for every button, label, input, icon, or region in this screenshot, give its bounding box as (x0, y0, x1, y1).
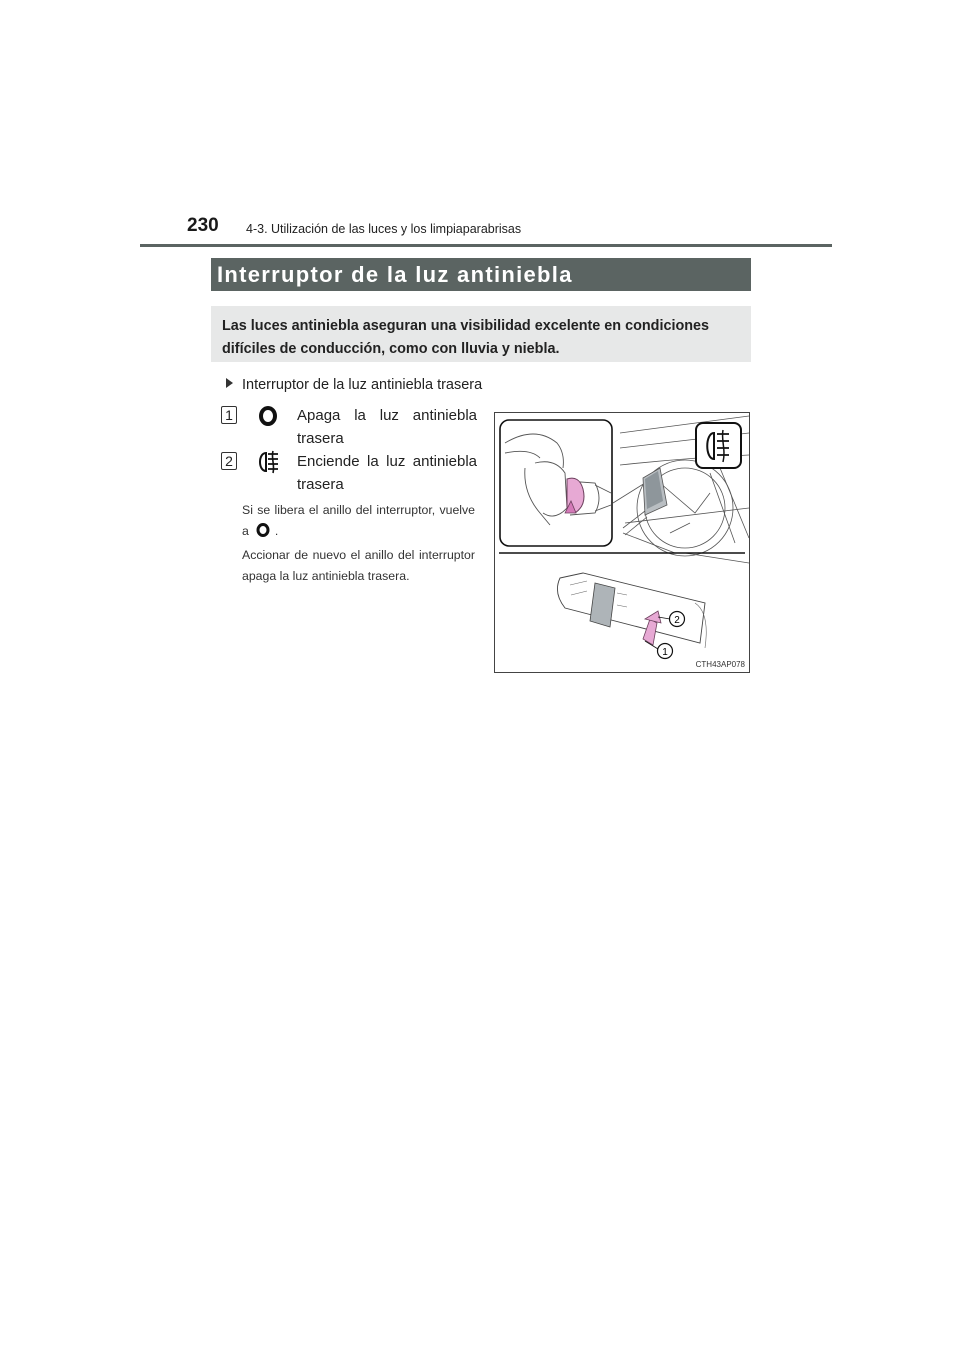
step-text-2: Enciende la luz antiniebla trasera (297, 453, 477, 493)
rear-fog-light-icon (255, 450, 281, 474)
illustration-frame (494, 412, 750, 673)
note-release-text: Si se libera el anillo del interruptor, vuelve a (242, 503, 475, 538)
callout-2: 2 (674, 615, 680, 626)
step-number-2: 2 (221, 452, 237, 470)
sub-heading-text: Interruptor de la luz antiniebla trasera (242, 377, 483, 393)
note-release (242, 500, 475, 542)
off-ring-icon (255, 522, 271, 538)
fog-switch-illustration (495, 413, 749, 672)
figure-code: CTH43AP078 (695, 660, 745, 669)
step-text-1: Apaga la luz antiniebla trasera (297, 407, 477, 447)
header-divider (140, 244, 832, 247)
intro-box (211, 306, 751, 362)
sub-heading (226, 377, 482, 393)
off-ring-icon (257, 405, 279, 427)
note-release-end: . (274, 524, 279, 538)
page-title: Interruptor de la luz antiniebla (211, 258, 751, 291)
page-number: 230 (187, 215, 219, 236)
triangle-bullet-icon (226, 378, 233, 388)
callout-1: 1 (662, 647, 668, 658)
intro-text: Las luces antiniebla aseguran una visibilidad excelente en condiciones difíciles de conducción, como con lluvia y niebla. (222, 318, 710, 357)
note-again: Accionar de nuevo el anillo del interruptor apaga la luz antiniebla trasera. (242, 548, 475, 583)
step-number-1: 1 (221, 406, 237, 424)
section-title: 4-3. Utilización de las luces y los limpiaparabrisas (246, 222, 522, 236)
